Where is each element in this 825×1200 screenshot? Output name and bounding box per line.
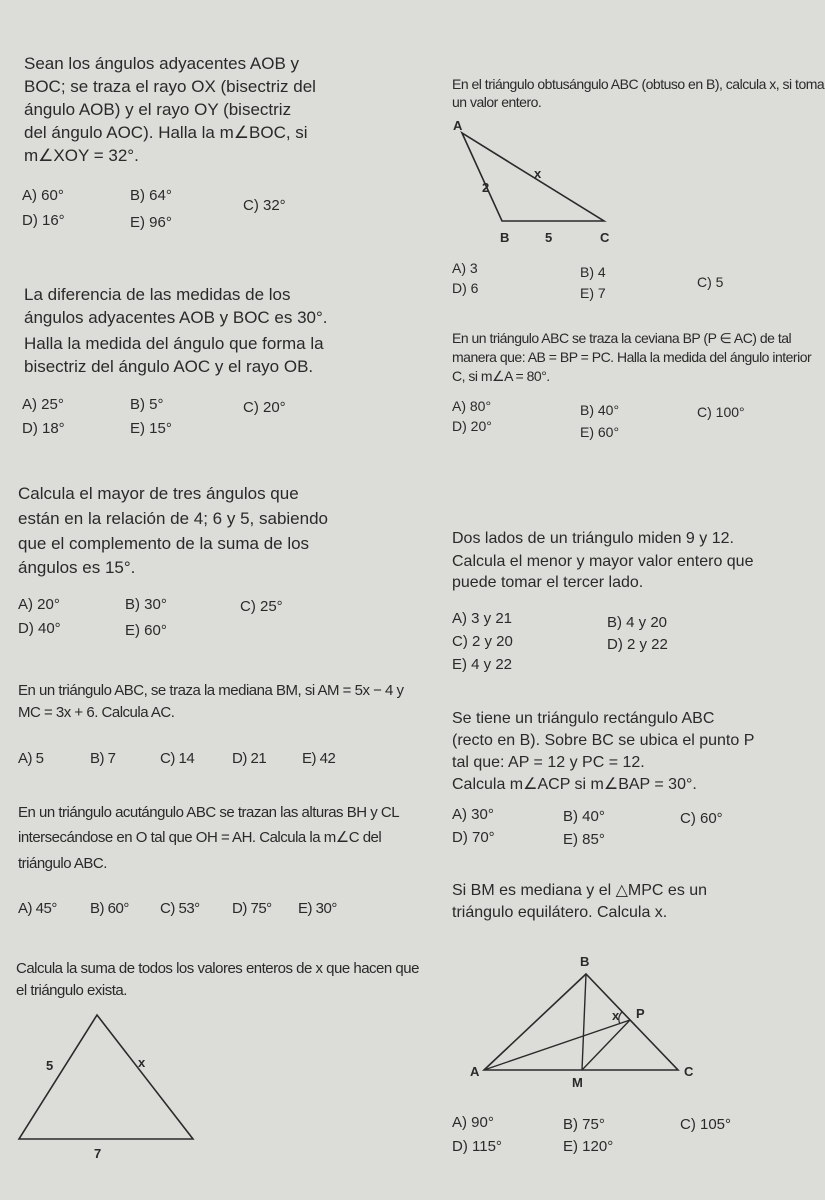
- problem-11-vertex-c: C: [684, 1064, 694, 1079]
- problem-11-line-2: triángulo equilátero. Calcula x.: [452, 904, 668, 921]
- problem-11-vertex-b: B: [580, 954, 590, 969]
- problem-7-label-ac: x: [534, 166, 542, 181]
- problem-9-line-1: Dos lados de un triángulo miden 9 y 12.: [452, 530, 734, 547]
- problem-3-line-3: que el complemento de la suma de los: [18, 534, 310, 553]
- problem-7-vertex-b: B: [500, 230, 510, 245]
- problem-10-option-d[interactable]: D) 70°: [452, 829, 495, 846]
- problem-3-option-e[interactable]: E) 60°: [125, 622, 167, 639]
- problem-7-vertex-c: C: [600, 230, 610, 245]
- problem-1-line-5: m∠XOY = 32°.: [24, 146, 139, 165]
- problem-1-option-e[interactable]: E) 96°: [130, 214, 172, 231]
- problem-2-line-2: ángulos adyacentes AOB y BOC es 30°.: [24, 308, 328, 327]
- problem-3-option-d[interactable]: D) 40°: [18, 620, 61, 637]
- problem-11-main-triangle: [484, 974, 678, 1070]
- problem-9-option-a[interactable]: A) 3 y 21: [452, 610, 513, 627]
- problem-9-line-2: Calcula el menor y mayor valor entero que: [452, 553, 754, 570]
- problem-7-line-1: En el triángulo obtusángulo ABC (obtuso en B), calcula x, si toma: [452, 76, 825, 92]
- problem-4-option-b[interactable]: B) 7: [90, 750, 116, 767]
- problem-8-option-c[interactable]: C) 100°: [697, 404, 745, 420]
- problem-2-option-c[interactable]: C) 20°: [243, 399, 286, 416]
- problem-7-option-b[interactable]: B) 4: [580, 264, 606, 280]
- problem-7-option-e[interactable]: E) 7: [580, 285, 606, 301]
- problem-4-option-a[interactable]: A) 5: [18, 750, 44, 767]
- problem-5-option-e[interactable]: E) 30°: [298, 900, 337, 917]
- problem-10-option-a[interactable]: A) 30°: [452, 806, 494, 823]
- problem-2-option-a[interactable]: A) 25°: [22, 396, 64, 413]
- problem-5-option-d[interactable]: D) 75°: [232, 900, 272, 917]
- problem-1-option-a[interactable]: A) 60°: [22, 187, 64, 204]
- problem-2-option-d[interactable]: D) 18°: [22, 420, 65, 437]
- problem-4-line-2: MC = 3x + 6. Calcula AC.: [18, 704, 175, 721]
- problem-1-line-2: BOC; se traza el rayo OX (bisectriz del: [24, 77, 316, 96]
- problem-1-line-4: del ángulo AOC). Halla la m∠BOC, si: [24, 123, 308, 142]
- problem-2-option-e[interactable]: E) 15°: [130, 420, 172, 437]
- problem-11-median-bm: [582, 974, 586, 1070]
- problem-4-option-d[interactable]: D) 21: [232, 750, 267, 767]
- problem-1-option-c[interactable]: C) 32°: [243, 197, 286, 214]
- problem-5-option-b[interactable]: B) 60°: [90, 900, 129, 917]
- problem-8-option-e[interactable]: E) 60°: [580, 424, 620, 440]
- problem-6-triangle-figure: [15, 1005, 215, 1145]
- problem-8-line-2: manera que: AB = BP = PC. Halla la medida del ángulo interior: [452, 349, 812, 365]
- problem-1-line-1: Sean los ángulos adyacentes AOB y: [24, 54, 300, 73]
- problem-7-label-bc: 5: [545, 230, 553, 245]
- problem-2-line-1: La diferencia de las medidas de los: [24, 285, 291, 304]
- problem-3-option-b[interactable]: B) 30°: [125, 596, 167, 613]
- problem-3-line-1: Calcula el mayor de tres ángulos que: [18, 484, 299, 503]
- problem-9-option-e[interactable]: E) 4 y 22: [452, 656, 513, 673]
- problem-1-option-d[interactable]: D) 16°: [22, 212, 65, 229]
- problem-11-vertex-p: P: [636, 1006, 645, 1021]
- problem-3-option-a[interactable]: A) 20°: [18, 596, 60, 613]
- problem-6-label-base: 7: [94, 1146, 102, 1161]
- problem-11-option-b[interactable]: B) 75°: [563, 1116, 605, 1133]
- problem-7-vertex-a: A: [453, 118, 463, 133]
- problem-11-vertex-a: A: [470, 1064, 480, 1079]
- problem-11-segment-ap: [484, 1020, 630, 1070]
- problem-4-line-1: En un triángulo ABC, se traza la mediana BM, si AM = 5x − 4 y: [18, 682, 404, 699]
- problem-6-line-2: el triángulo exista.: [16, 982, 127, 999]
- problem-8-line-3: C, si m∠A = 80°.: [452, 368, 550, 384]
- problem-5-option-a[interactable]: A) 45°: [18, 900, 57, 917]
- problem-9-option-d[interactable]: D) 2 y 22: [607, 636, 668, 653]
- problem-10-option-b[interactable]: B) 40°: [563, 808, 605, 825]
- problem-2-option-b[interactable]: B) 5°: [130, 396, 164, 413]
- problem-9-line-3: puede tomar el tercer lado.: [452, 574, 644, 591]
- problem-9-option-c[interactable]: C) 2 y 20: [452, 633, 513, 650]
- problem-4-option-e[interactable]: E) 42: [302, 750, 336, 767]
- problem-11-option-a[interactable]: A) 90°: [452, 1114, 494, 1131]
- problem-6-label-right: x: [138, 1055, 146, 1070]
- problem-8-option-a[interactable]: A) 80°: [452, 398, 492, 414]
- problem-7-line-2: un valor entero.: [452, 94, 542, 110]
- problem-1-line-3: ángulo AOB) y el rayo OY (bisectriz: [24, 100, 292, 119]
- problem-10-option-c[interactable]: C) 60°: [680, 810, 723, 827]
- problem-11-option-c[interactable]: C) 105°: [680, 1116, 732, 1133]
- problem-5-line-1: En un triángulo acutángulo ABC se trazan las alturas BH y CL: [18, 804, 400, 821]
- problem-6-line-1: Calcula la suma de todos los valores enteros de x que hacen que: [16, 960, 419, 977]
- problem-11-triangle-figure: [470, 960, 690, 1080]
- problem-11-option-d[interactable]: D) 115°: [452, 1138, 502, 1155]
- problem-10-option-e[interactable]: E) 85°: [563, 831, 605, 848]
- problem-3-line-4: ángulos es 15°.: [18, 558, 136, 577]
- problem-3-line-2: están en la relación de 4; 6 y 5, sabiendo: [18, 509, 328, 528]
- problem-10-line-1: Se tiene un triángulo rectángulo ABC: [452, 710, 715, 727]
- problem-2-line-4: bisectriz del ángulo AOC y el rayo OB.: [24, 357, 314, 376]
- problem-3-option-c[interactable]: C) 25°: [240, 598, 283, 615]
- problem-7-option-d[interactable]: D) 6: [452, 280, 479, 296]
- problem-11-option-e[interactable]: E) 120°: [563, 1138, 614, 1155]
- problem-8-option-d[interactable]: D) 20°: [452, 418, 492, 434]
- problem-7-option-c[interactable]: C) 5: [697, 274, 724, 290]
- problem-5-line-3: triángulo ABC.: [18, 855, 107, 872]
- problem-7-option-a[interactable]: A) 3: [452, 260, 478, 276]
- problem-5-option-c[interactable]: C) 53°: [160, 900, 200, 917]
- problem-10-line-4: Calcula m∠ACP si m∠BAP = 30°.: [452, 776, 697, 793]
- problem-2-line-3: Halla la medida del ángulo que forma la: [24, 334, 324, 353]
- problem-4-option-c[interactable]: C) 14: [160, 750, 195, 767]
- problem-6-label-left: 5: [46, 1058, 54, 1073]
- problem-8-option-b[interactable]: B) 40°: [580, 402, 620, 418]
- problem-9-option-b[interactable]: B) 4 y 20: [607, 614, 668, 631]
- problem-10-line-2: (recto en B). Sobre BC se ubica el punto P: [452, 732, 755, 749]
- problem-11-angle-x: x: [612, 1008, 620, 1023]
- problem-10-line-3: tal que: AP = 12 y PC = 12.: [452, 754, 645, 771]
- problem-11-vertex-m: M: [572, 1075, 583, 1090]
- problem-7-label-ab: 2: [482, 180, 490, 195]
- problem-11-line-1: Si BM es mediana y el △MPC es un: [452, 882, 708, 899]
- problem-8-line-1: En un triángulo ABC se traza la ceviana BP (P ∈ AC) de tal: [452, 330, 792, 346]
- problem-1-option-b[interactable]: B) 64°: [130, 187, 172, 204]
- problem-7-triangle: [462, 133, 604, 221]
- problem-6-triangle: [19, 1015, 193, 1139]
- problem-5-line-2: intersecándose en O tal que OH = AH. Calcula la m∠C del: [18, 829, 382, 846]
